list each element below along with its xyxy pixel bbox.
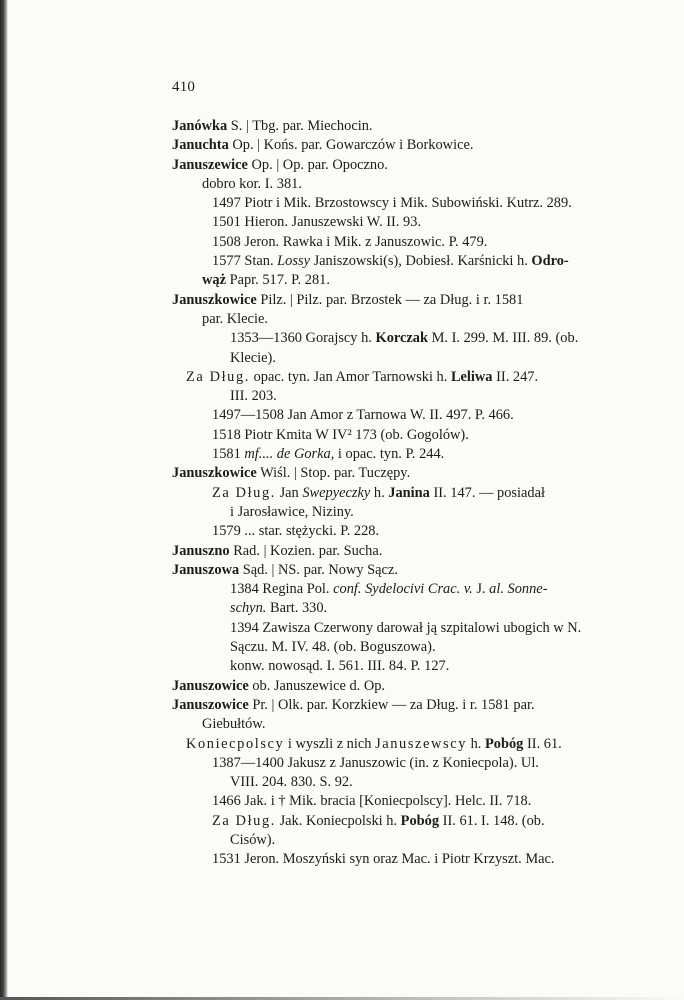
entry-heading-line: Janówka S. | Tbg. par. Miechocin.: [172, 118, 373, 134]
entry-text-line: 1579 ... star. stężycki. P. 228.: [212, 523, 380, 540]
entry-text-line: 1497 Piotr i Mik. Brzostowscy i Mik. Subowiński. Kutrz. 289.: [212, 195, 572, 212]
entry-text-line: VIII. 204. 830. S. 92.: [230, 774, 353, 791]
entry-text-line: i Jarosławice, Niziny.: [230, 503, 354, 520]
entry-text-line: Sączu. M. IV. 48. (ob. Boguszowa).: [230, 639, 436, 656]
entry-headword: Januszewice: [172, 156, 248, 173]
entry-heading-line: Januchta Op. | Końs. par. Gowarczów i Borkowice.: [172, 137, 474, 154]
entry-text-line: 1466 Jak. i † Mik. bracia [Koniecpolscy]. Helc. II. 718.: [212, 793, 532, 810]
entry-text-line: 1518 Piotr Kmita W IV² 173 (ob. Gogolów).: [212, 426, 469, 443]
entry-text-line: 1508 Jeron. Rawka i Mik. z Januszowic. P. 479.: [212, 233, 488, 250]
entry-headword: Januszno: [172, 542, 230, 559]
entry-text-line: Koniecpolscy i wyszli z nich Januszewscy h. Pobóg II. 61.: [186, 735, 562, 752]
entry-heading-line: Januszowa Sąd. | NS. par. Nowy Sącz.: [172, 561, 398, 578]
entry-heading-line: Januszno Rad. | Kozien. par. Sucha.: [172, 542, 383, 559]
entry-heading-line: Januszkowice Wiśl. | Stop. par. Tuczępy.: [172, 465, 411, 482]
entry-text-line: dobro kor. I. 381.: [202, 175, 302, 192]
entry-heading-line: Januszewice Op. | Op. par. Opoczno.: [172, 156, 388, 173]
entry-text-line: Za Dług. opac. tyn. Jan Amor Tarnowski h. Leliwa II. 247.: [186, 368, 539, 385]
entry-text-line: konw. nowosąd. I. 561. III. 84. P. 127.: [230, 658, 450, 675]
entry-text-line: Giebułtów.: [202, 716, 266, 733]
entry-text-line: 1501 Hieron. Januszewski W. II. 93.: [212, 214, 422, 231]
entry-headword: Januszowa: [172, 561, 240, 578]
entry-text-line: 1531 Jeron. Moszyński syn oraz Mac. i Piotr Krzyszt. Mac.: [212, 851, 555, 868]
entry-text-line: III. 203.: [230, 388, 277, 405]
entry-text-line: 1394 Zawisza Czerwony darował ją szpitalowi ubogich w N.: [230, 619, 582, 636]
entry-text-line: 1497—1508 Jan Amor z Tarnowa W. II. 497. P. 466.: [212, 407, 514, 424]
entry-text-line: 1387—1400 Jakusz z Januszowic (in. z Koniecpola). Ul.: [212, 754, 539, 771]
entry-heading-line: Januszowice ob. Januszewice d. Op.: [172, 677, 386, 694]
entry-text-line: Klecie).: [230, 349, 276, 366]
entry-text-line: 1577 Stan. Lossy Janiszowski(s), Dobiesł. Karśnicki h. Odro-: [212, 253, 569, 270]
entry-text-line: 1384 Regina Pol. conf. Sydelocivi Crac. v. J. al. Sonne-: [230, 581, 548, 598]
gazetteer-entries: [0, 117, 684, 870]
entry-text-line: Cisów).: [230, 831, 276, 848]
page-number: 410: [172, 79, 196, 95]
entry-headword: Januszkowice: [172, 291, 257, 308]
entry-text-line: 1581 mf.... de Gorka, i opac. tyn. P. 244.: [212, 446, 445, 463]
entry-headword: Januszkowice: [172, 465, 257, 482]
entry-text-line: Za Dług. Jak. Koniecpolski h. Pobóg II. 61. I. 148. (ob.: [212, 812, 545, 829]
entry-heading-line: Januszowice Pr. | Olk. par. Korzkiew — za Dług. i r. 1581 par.: [172, 696, 535, 713]
entry-headword: Januszowice: [172, 696, 249, 713]
entry-text-line: par. Klecie.: [202, 310, 268, 327]
entry-headword: Januszowice: [172, 677, 249, 694]
entry-text-line: wąż Papr. 517. P. 281.: [202, 272, 330, 289]
entry-text-line: 1353—1360 Gorajscy h. Korczak M. I. 299. M. III. 89. (ob.: [230, 330, 579, 347]
entry-headword: Janówka: [172, 118, 228, 134]
entry-headword: Januchta: [172, 137, 229, 154]
entry-text-line: schyn. Bart. 330.: [230, 600, 328, 617]
entry-heading-line: Januszkowice Pilz. | Pilz. par. Brzostek — za Dług. i r. 1581: [172, 291, 524, 308]
entry-text-line: Za Dług. Jan Swepyeczky h. Janina II. 147. — posiadał: [212, 484, 545, 501]
